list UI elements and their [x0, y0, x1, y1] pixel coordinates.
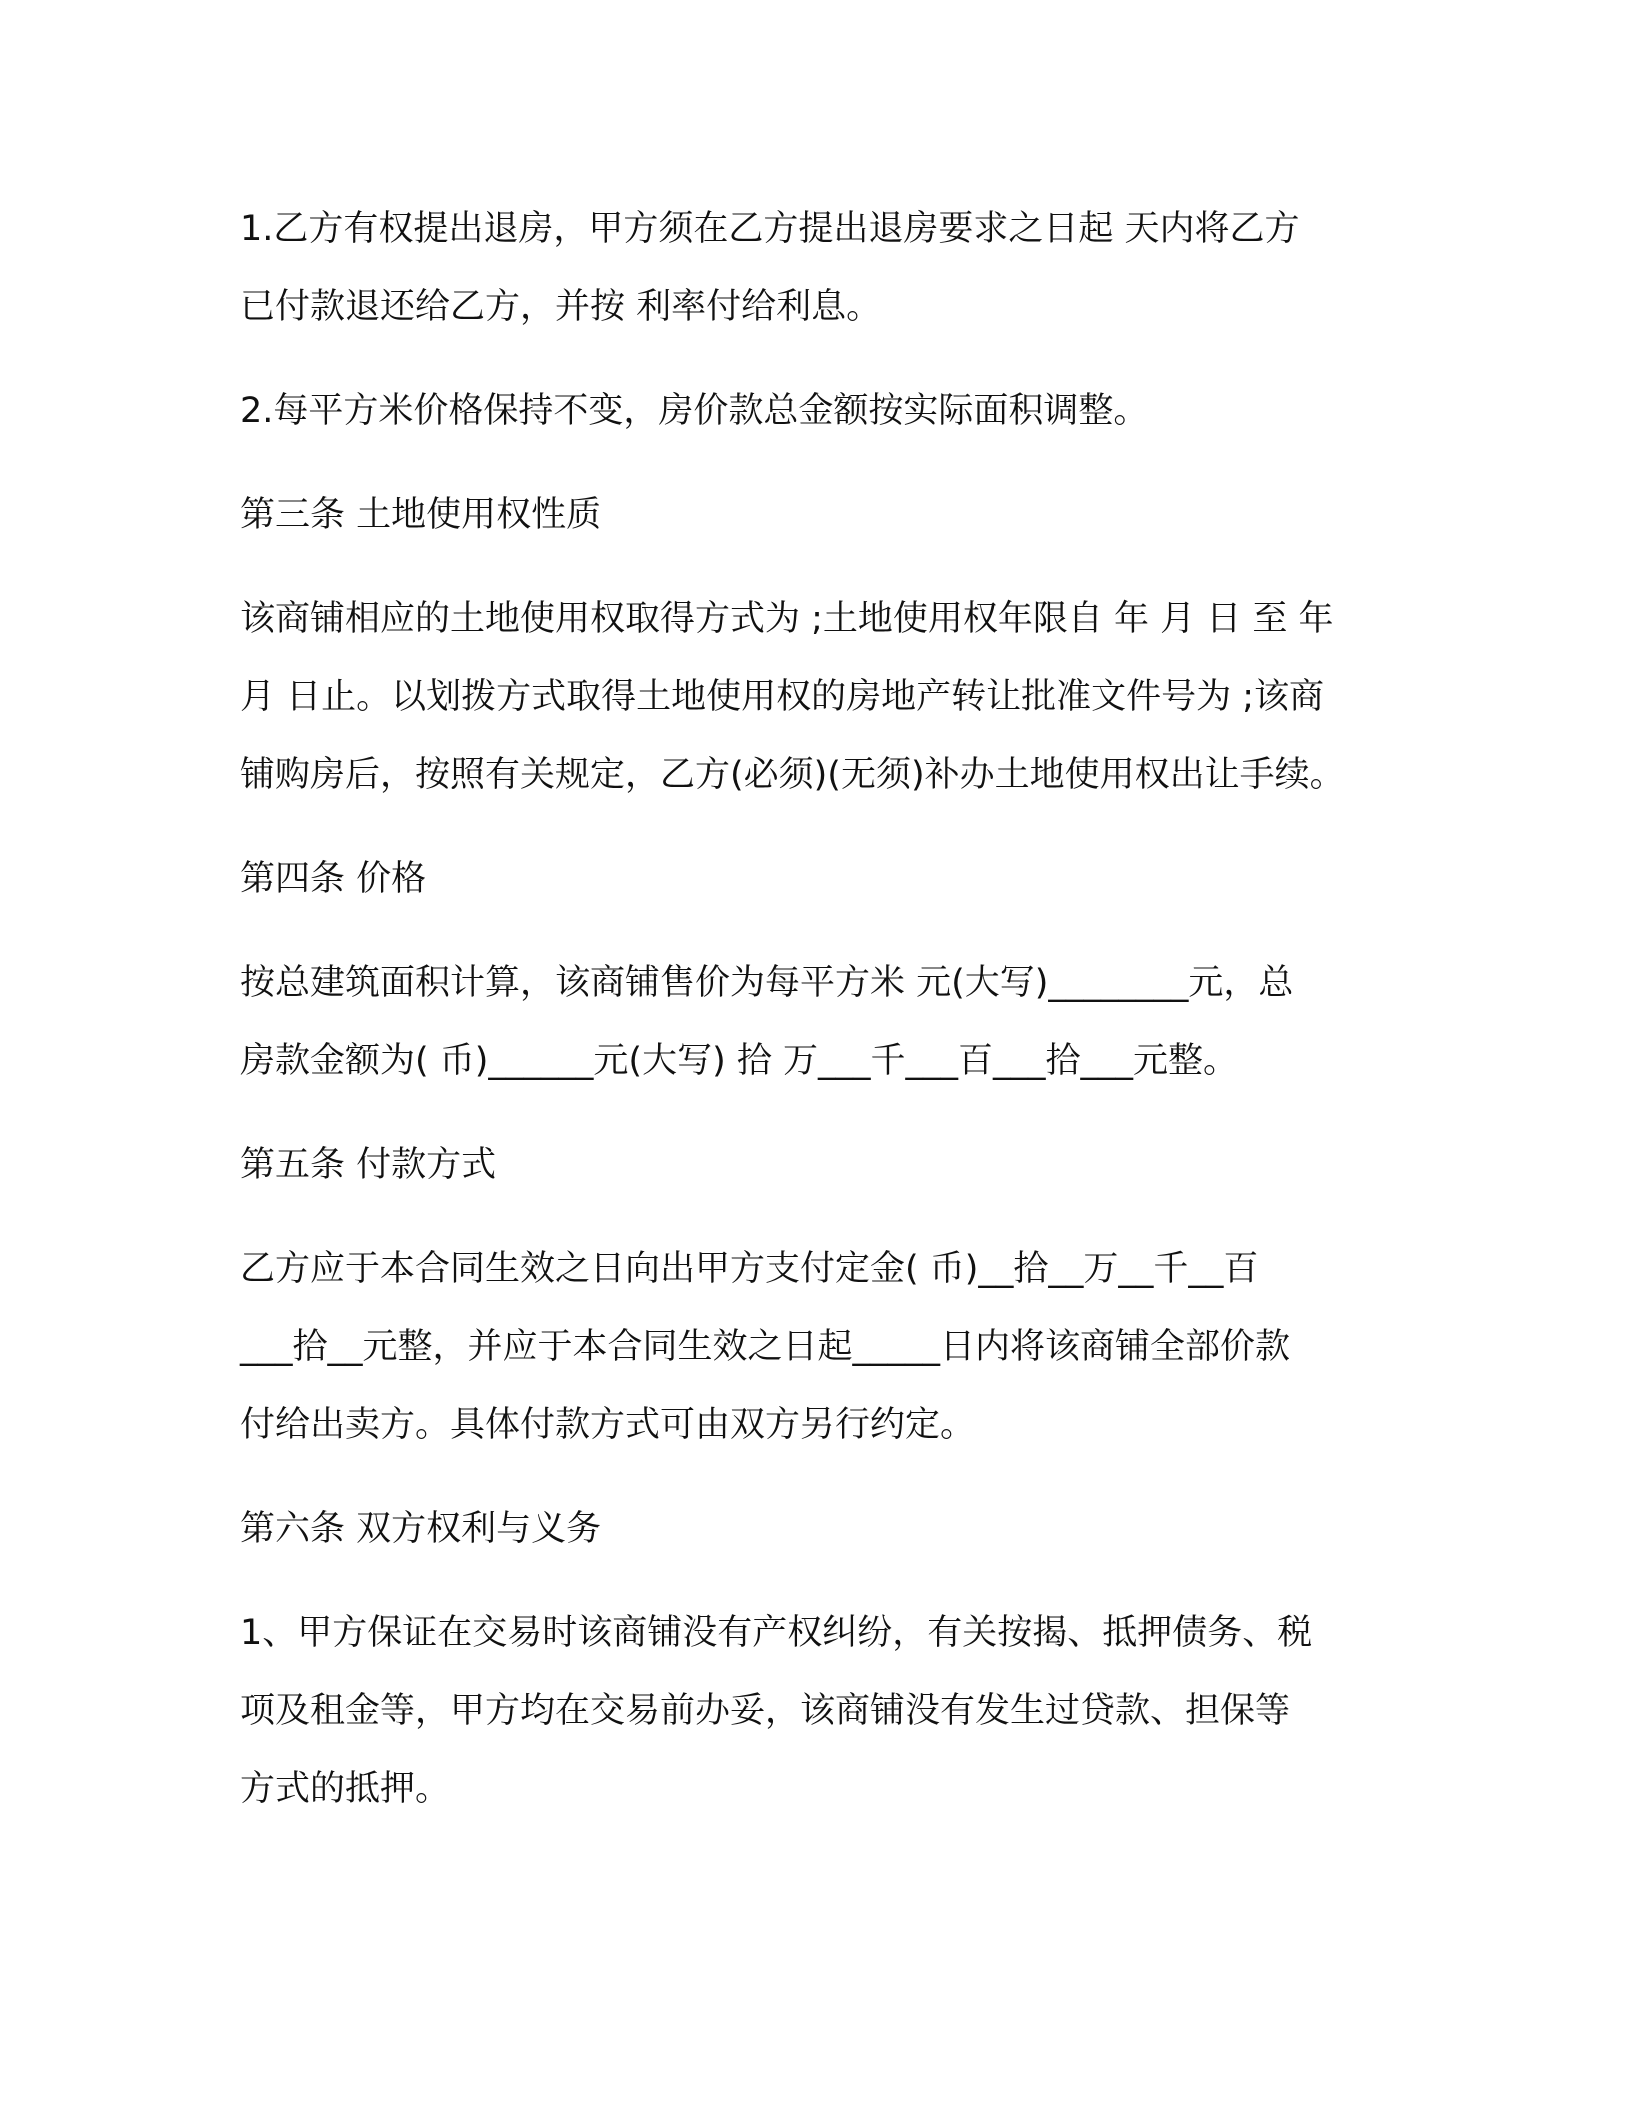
text-line: 项及租金等，甲方均在交易前办妥，该商铺没有发生过贷款、担保等 [240, 1691, 1291, 1731]
paragraph-party-a-guarantee [240, 1594, 1400, 1828]
paragraph-price [240, 944, 1400, 1100]
text-line: 2.每平方米价格保持不变，房价款总金额按实际面积调整。 [240, 391, 1149, 431]
text-line: 房款金额为( 币)______元(大写) 拾 万___千___百___拾___元整。 [240, 1041, 1238, 1081]
article-4-heading [240, 840, 1400, 918]
article-6-heading [240, 1490, 1400, 1568]
text-line: 已付款退还给乙方，并按 利率付给利息。 [240, 287, 882, 327]
text-line: 第五条 付款方式 [240, 1145, 497, 1185]
text-line: 第四条 价格 [240, 859, 427, 899]
text-line: 第六条 双方权利与义务 [240, 1509, 602, 1549]
text-line: 1、甲方保证在交易时该商铺没有产权纠纷，有关按揭、抵押债务、税 [240, 1613, 1313, 1653]
text-line: 乙方应于本合同生效之日向出甲方支付定金( 币)__拾__万__千__百 [240, 1249, 1259, 1289]
document-body [240, 190, 1400, 1854]
text-line: 1.乙方有权提出退房，甲方须在乙方提出退房要求之日起 天内将乙方 [240, 209, 1300, 249]
text-line: 方式的抵押。 [240, 1769, 451, 1809]
article-5-heading [240, 1126, 1400, 1204]
text-line: 月 日止。以划拨方式取得土地使用权的房地产转让批准文件号为 ;该商 [240, 677, 1325, 717]
paragraph-price-adjustment [240, 372, 1400, 450]
article-3-heading [240, 476, 1400, 554]
paragraph-land-use-right [240, 580, 1400, 814]
text-line: 该商铺相应的土地使用权取得方式为 ;土地使用权年限自 年 月 日 至 年 [240, 599, 1334, 639]
text-line: 按总建筑面积计算，该商铺售价为每平方米 元(大写)________元，总 [240, 963, 1294, 1003]
text-line: 铺购房后，按照有关规定，乙方(必须)(无须)补办土地使用权出让手续。 [240, 755, 1345, 795]
text-line: 第三条 土地使用权性质 [240, 495, 602, 535]
paragraph-refund-right [240, 190, 1400, 346]
text-line: ___拾__元整，并应于本合同生效之日起_____日内将该商铺全部价款 [240, 1327, 1291, 1367]
paragraph-payment [240, 1230, 1400, 1464]
text-line: 付给出卖方。具体付款方式可由双方另行约定。 [240, 1405, 976, 1445]
